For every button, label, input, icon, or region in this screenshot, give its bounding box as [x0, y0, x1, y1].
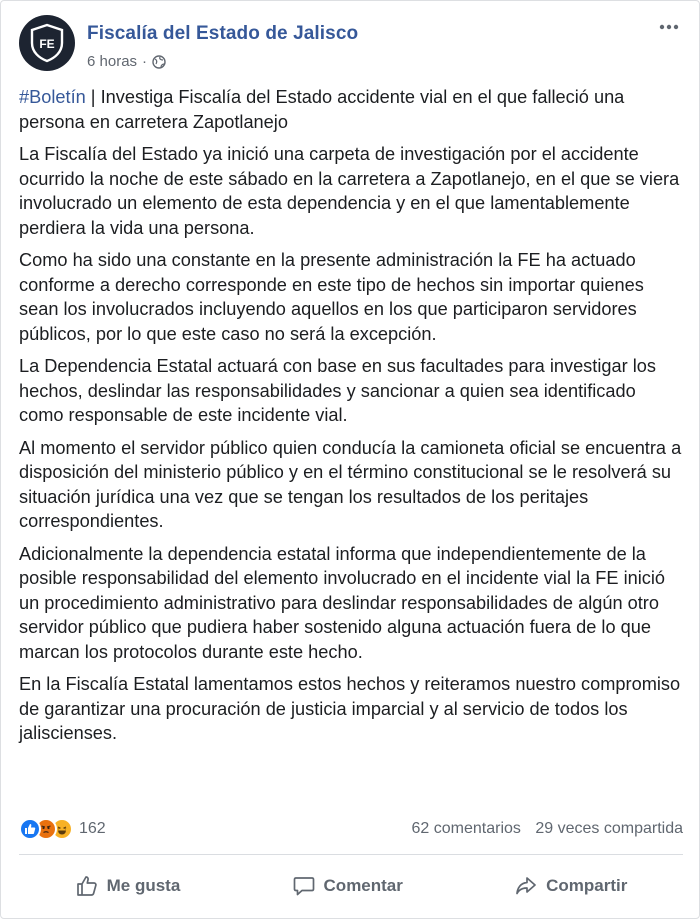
page-name[interactable]: Fiscalía del Estado de Jalisco — [87, 23, 359, 44]
more-dots-icon — [659, 24, 679, 30]
paragraph: Al momento el servidor público quien conducía la camioneta oficial se encuentra a disposición del ministerio público y en el término constitucional se le resolverá su situación jurídica una vez que se tengan los resultados de los peritajes correspondientes. — [19, 437, 682, 531]
post-body — [19, 85, 685, 754]
thumbs-up-icon — [75, 874, 99, 898]
share-button[interactable] — [500, 868, 641, 904]
comment-label: Comentar — [323, 876, 403, 895]
paragraph: Adicionalmente la dependencia estatal informa que independientemente de la posible responsabilidad del elemento involucrado en el incidente vial la FE inició un procedimiento administrativo para deslindar responsabilidades de algún otro servidor público que pudiera haber sostenido alguna actuación fuera de lo que marcan los protocolos durante este hecho. — [19, 543, 666, 662]
like-button[interactable] — [61, 868, 195, 904]
post-meta — [87, 53, 166, 70]
comment-button[interactable] — [278, 868, 417, 904]
paragraph: En la Fiscalía Estatal lamentamos estos hechos y reiteramos nuestro compromiso de garantizar una procuración de justicia imparcial y al servicio de todos los jaliscienses. — [19, 674, 681, 743]
meta-separator: · — [142, 53, 148, 70]
like-label: Me gusta — [106, 876, 181, 895]
like-icon — [19, 818, 41, 840]
post-actions — [19, 861, 683, 911]
divider — [19, 854, 683, 855]
post-time[interactable]: 6 horas — [87, 53, 138, 70]
share-icon — [514, 874, 538, 898]
comment-icon — [292, 874, 316, 898]
engagement-counts — [402, 820, 683, 838]
comments-count[interactable]: 62 comentarios — [411, 820, 521, 837]
more-options-button[interactable] — [657, 15, 681, 39]
headline-text: | Investiga Fiscalía del Estado accidente vial en el que falleció una persona en carretera Zapotlanejo — [19, 87, 625, 132]
shares-count[interactable]: 29 veces compartida — [535, 820, 683, 837]
share-label: Compartir — [546, 876, 628, 895]
paragraph: Como ha sido una constante en la presente administración la FE ha actuado conforme a derecho corresponde en este tipo de hechos sin importar quienes sean los involucrados incluyendo aquellos en los que participaron servidores públicos, por lo que este caso no será la excepción. — [19, 250, 644, 344]
paragraph: La Fiscalía del Estado ya inició una carpeta de investigación por el accidente ocurrido la noche de este sábado en la carretera a Zapotlanejo, en el que se viera involucrado un elemento de esta dependencia y en el que lamentablemente perdiera la vida una persona. — [19, 144, 680, 238]
avatar[interactable] — [19, 15, 75, 71]
post-header — [19, 15, 681, 79]
hashtag-link[interactable]: #Boletín — [19, 87, 86, 107]
paragraph: La Dependencia Estatal actuará con base en sus facultades para investigar los hechos, deslindar las responsabilidades y sancionar a quien sea identificado como responsable de este incidente vial. — [19, 356, 656, 425]
globe-icon — [152, 55, 166, 69]
reaction-count: 162 — [79, 820, 106, 837]
badge-icon — [29, 23, 65, 63]
reactions-summary[interactable] — [19, 818, 106, 840]
avatar-text: FE — [39, 37, 55, 51]
post-stats — [19, 816, 683, 842]
post-headline — [19, 85, 685, 134]
